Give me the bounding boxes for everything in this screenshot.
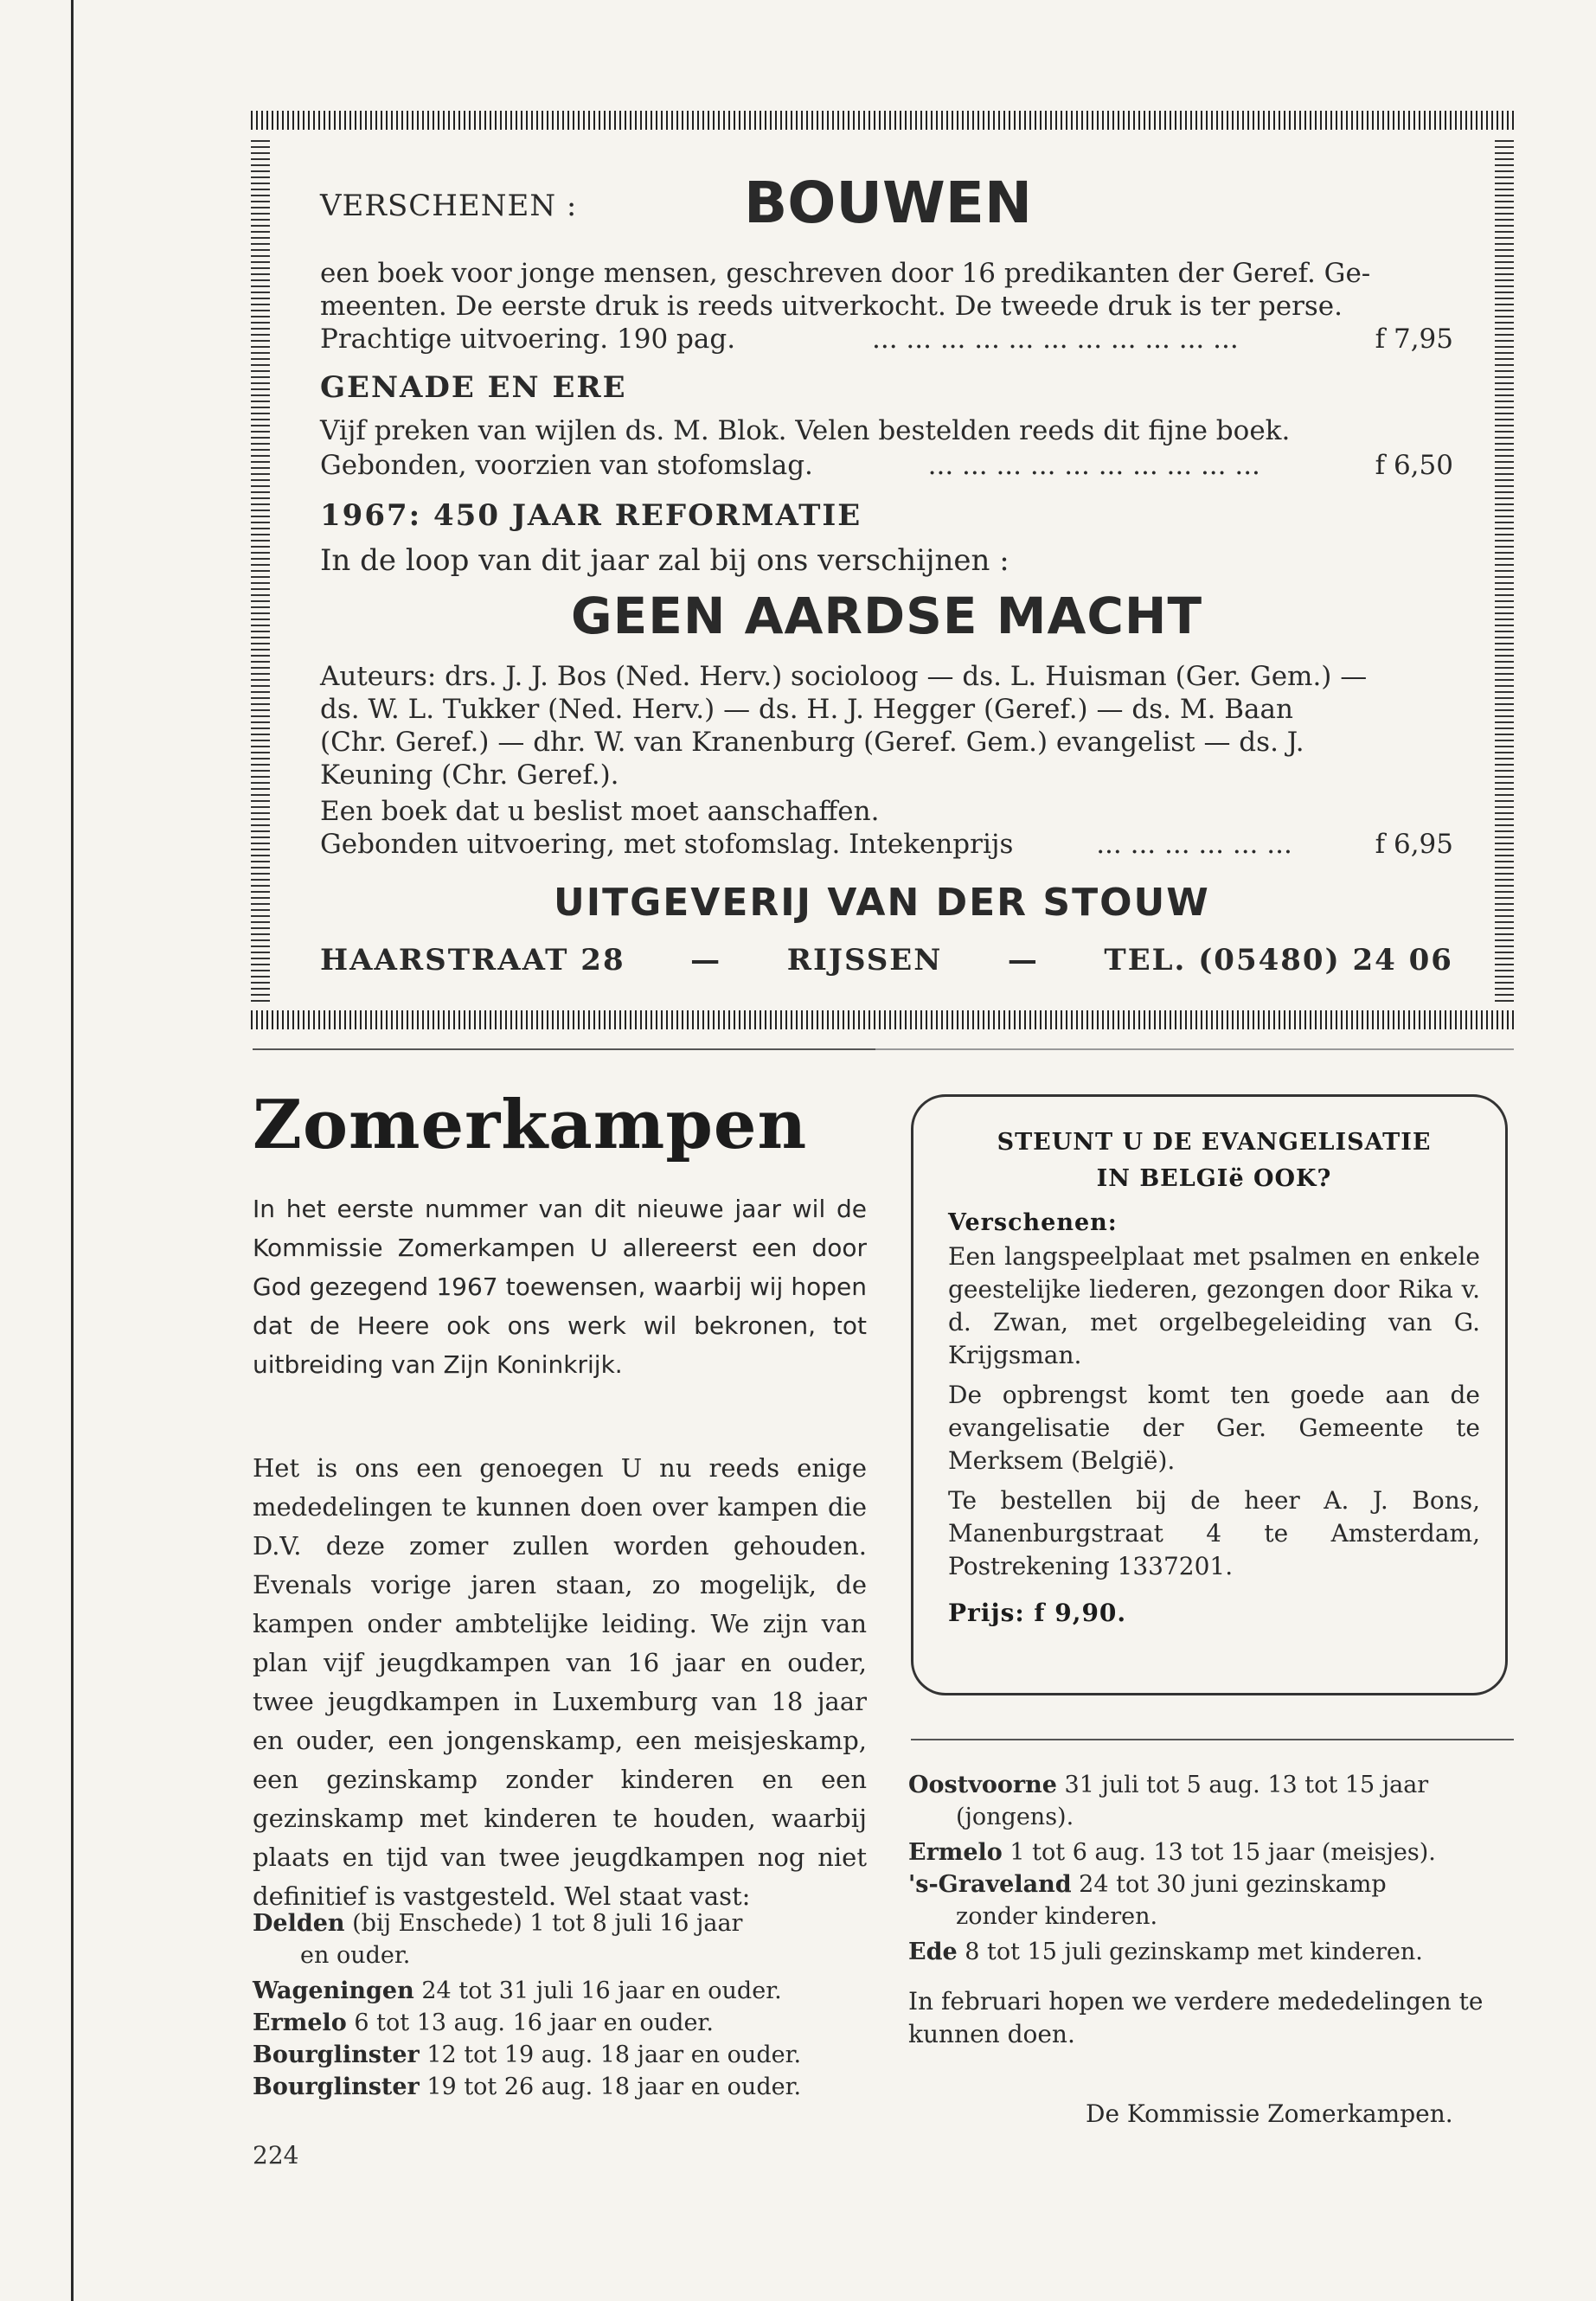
camp-entry [253, 2007, 714, 2039]
evangelisatie-content [948, 1125, 1480, 1627]
divider-right [875, 1048, 1514, 1050]
evangelisatie-box [911, 1094, 1508, 1695]
box-title-line-1: STEUNT U DE EVANGELISATIE [997, 1129, 1432, 1156]
camp-entry-cont: zonder kinderen. [956, 1903, 1158, 1930]
camp-details: 31 juli tot 5 aug. 13 tot 15 jaar [1056, 1772, 1429, 1798]
camp-entry [908, 1769, 1428, 1801]
camp-entry [253, 2039, 801, 2071]
camp-place: Oostvoorne [908, 1772, 1057, 1798]
article-title: Zomerkampen [253, 1086, 808, 1164]
camp-place: 's-Graveland [908, 1871, 1072, 1898]
address-dash-1: — [690, 943, 722, 977]
camp-place: Wageningen [253, 1977, 414, 2004]
auteurs-line-4: Keuning (Chr. Geref.). [320, 760, 619, 791]
verschenen-row [320, 170, 1033, 236]
bouwen-desc-2: meenten. De eerste druk is reeds uitverkocht. De tweede druk is ter perse. [320, 291, 1343, 322]
auteurs-line-3: (Chr. Geref.) — dhr. W. van Kranenburg (Geref. Gem.) evangelist — ds. J. [320, 727, 1304, 758]
genade-title: GENADE EN ERE [320, 370, 627, 405]
address-tel: TEL. (05480) 24 06 [1104, 943, 1453, 977]
auteurs-line-1: Auteurs: drs. J. J. Bos (Ned. Herv.) socioloog — ds. L. Huisman (Ger. Gem.) — [320, 661, 1368, 692]
box-price: Prijs: f 9,90. [948, 1599, 1127, 1627]
box-paragraph-2: De opbrengst komt ten goede aan de evangelisatie der Ger. Gemeente te Merksem (België). [948, 1381, 1480, 1475]
camp-details: 24 tot 31 juli 16 jaar en ouder. [413, 1977, 782, 2004]
binding-line [71, 0, 74, 2301]
camp-entry [908, 1836, 1436, 1868]
hatch-border-right [1495, 137, 1514, 1002]
camp-entry [253, 2071, 801, 2103]
reformatie-intro: In de loop van dit jaar zal bij ons verschijnen : [320, 543, 1010, 578]
camp-details: 12 tot 19 aug. 18 jaar en ouder. [419, 2041, 802, 2068]
bouwen-price-row [320, 324, 1453, 355]
article-paragraph-2: Het is ons een genoegen U nu reeds enige mededelingen te kunnen doen over kampen die D.V. deze zomer zullen worden gehouden. Evenals vorige jaren staan, zo mogelijk, de kampen onder ambtelijke leiding. We zijn van plan vijf jeugdkampen van 16 jaar en ouder, twee jeugdkampen in Luxemburg van 18 jaar en ouder, een jongenskamp, een meisjeskamp, een gezinskamp zonder kinderen en een gezinskamp met kinderen te houden, waarbij plaats en tijd van twee jeugdkampen nog niet definitief is vastgesteld. Wel staat vast: [253, 1453, 867, 1911]
hatch-border-top [251, 111, 1514, 130]
genade-price-row [320, 450, 1453, 481]
intekenprijs-price: f 6,95 [1375, 829, 1453, 860]
address-city: RIJSSEN [786, 943, 943, 977]
camp-place: Ermelo [908, 1839, 1003, 1866]
intekenprijs-label: Gebonden uitvoering, met stofomslag. Intekenprijs [320, 829, 1014, 860]
bouwen-title: BOUWEN [744, 170, 1033, 236]
aardse-macht-title: GEEN AARDSE MACHT [571, 586, 1203, 645]
page-number: 224 [253, 2141, 299, 2170]
closing-paragraph: In februari hopen we verdere mededelingen te kunnen doen. [908, 1987, 1484, 2048]
bouwen-price: f 7,95 [1375, 324, 1453, 355]
address-street: HAARSTRAAT 28 [320, 943, 625, 977]
camp-details: (bij Enschede) 1 tot 8 juli 16 jaar [344, 1910, 743, 1937]
auteurs-line-2: ds. W. L. Tukker (Ned. Herv.) — ds. H. J. Hegger (Geref.) — ds. M. Baan [320, 694, 1293, 725]
divider-left [253, 1048, 875, 1050]
camp-details: 19 tot 26 aug. 18 jaar en ouder. [419, 2073, 802, 2100]
camp-entry [908, 1936, 1423, 1968]
genade-price: f 6,50 [1375, 450, 1453, 481]
genade-desc-2: Gebonden, voorzien van stofomslag. [320, 450, 813, 481]
camp-details: 1 tot 6 aug. 13 tot 15 jaar (meisjes). [1002, 1839, 1436, 1866]
camp-entry [253, 1907, 742, 1939]
hatch-border-bottom [251, 1010, 1514, 1029]
camp-entry [253, 1975, 782, 2007]
box-title-line-2: IN BELGIë OOK? [1096, 1165, 1332, 1192]
publisher-address [320, 943, 1453, 977]
camp-place: Bourglinster [253, 2041, 420, 2068]
camp-details: 24 tot 30 juni gezinskamp [1071, 1871, 1387, 1898]
hatch-border-left [251, 137, 270, 1002]
camp-place: Delden [253, 1910, 345, 1937]
bouwen-dots: ... ... ... ... ... ... ... ... ... ... ... [871, 324, 1239, 355]
intekenprijs-dots: ... ... ... ... ... ... [1096, 829, 1292, 860]
verschenen-label: VERSCHENEN : [320, 189, 578, 223]
camp-details: 6 tot 13 aug. 16 jaar en ouder. [346, 2009, 714, 2036]
advertisement-box [251, 111, 1514, 1032]
signature: De Kommissie Zomerkampen. [1086, 2099, 1453, 2128]
genade-dots: ... ... ... ... ... ... ... ... ... ... [927, 450, 1260, 481]
box-subheading: Verschenen: [948, 1209, 1118, 1236]
aanschaffen-line: Een boek dat u beslist moet aanschaffen. [320, 796, 880, 827]
camp-details: 8 tot 15 juli gezinskamp met kinderen. [957, 1939, 1423, 1965]
box-paragraph-1: Een langspeelplaat met psalmen en enkele geestelijke liederen, gezongen door Rika v. d. Zwan, met orgelbegeleiding van G. Krijgsman. [948, 1242, 1480, 1369]
divider-right-column [911, 1739, 1514, 1740]
camp-place: Ede [908, 1939, 958, 1965]
article-paragraph-1: In het eerste nummer van dit nieuwe jaar wil de Kommissie Zomerkampen U allereerst een door God gezegend 1967 toewensen, waarbij wij hopen dat de Heere ook ons werk wil bekronen, tot uitbreiding van Zijn Koninkrijk. [253, 1195, 867, 1379]
bouwen-desc-3: Prachtige uitvoering. 190 pag. [320, 324, 736, 355]
camp-place: Bourglinster [253, 2073, 420, 2100]
camp-entry [908, 1868, 1387, 1900]
genade-desc-1: Vijf preken van wijlen ds. M. Blok. Velen bestelden reeds dit fijne boek. [320, 415, 1291, 446]
bouwen-desc-1: een boek voor jonge mensen, geschreven door 16 predikanten der Geref. Ge- [320, 258, 1371, 289]
reformatie-title: 1967: 450 JAAR REFORMATIE [320, 498, 862, 533]
camp-place: Ermelo [253, 2009, 347, 2036]
publisher-name: UITGEVERIJ VAN DER STOUW [554, 881, 1210, 925]
box-paragraph-3: Te bestellen bij de heer A. J. Bons, Manenburgstraat 4 te Amsterdam, Postrekening 1337201. [948, 1486, 1480, 1580]
intekenprijs-row [320, 829, 1453, 860]
camp-entry-cont: en ouder. [300, 1942, 411, 1969]
address-dash-2: — [1007, 943, 1039, 977]
camp-entry-cont: (jongens). [956, 1804, 1074, 1830]
